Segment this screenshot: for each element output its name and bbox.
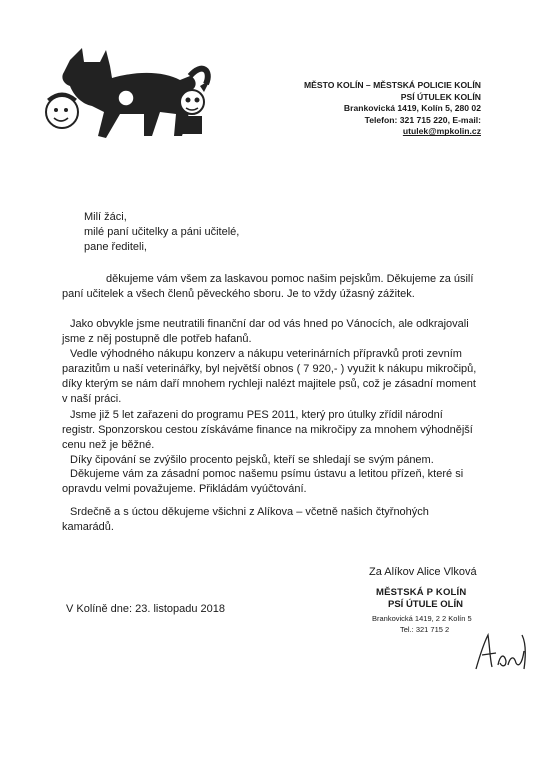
text-line: paní učitelek a všech členů pěveckého sboru. Je to vždy úžasný zážitek.: [62, 288, 415, 300]
text-line: parazitům u naší veterinářky, byl největší obnos ( 7 920,- ) využit k nákupu mikročipů,: [62, 363, 477, 375]
salutation-line: Milí žáci,: [84, 211, 127, 223]
letterhead: [304, 80, 481, 138]
text-line: kamarádů.: [62, 521, 114, 533]
org-email-link[interactable]: utulek@mpkolin.cz: [402, 126, 481, 137]
handwritten-signature: [470, 625, 530, 675]
paragraph-thanks: [62, 272, 482, 302]
text-line: Díky čipování se zvýšilo procento pejsků, kteří se shledají se svým pánem.: [70, 454, 434, 466]
text-line: jsme z něj postupně dle potřeb hafanů.: [62, 333, 252, 345]
dog-cat-logo: [40, 40, 215, 145]
salutation: [84, 210, 239, 255]
stamp-line: PSÍ ÚTULE OLÍN: [388, 599, 463, 610]
text-line: Děkujeme vám za zásadní pomoc našemu psímu ústavu a letitou přízeň, které si: [70, 468, 464, 480]
text-line: děkujeme vám všem za laskavou pomoc našim pejskům. Děkujeme za úsilí: [106, 273, 474, 285]
org-name: MĚSTO KOLÍN – MĚSTSKÁ POLICIE KOLÍN: [304, 80, 481, 90]
text-line: Vedle výhodného nákupu konzerv a nákupu veterinárních přípravků proti zevním: [70, 348, 462, 360]
paragraph-gratitude: [62, 467, 482, 497]
stamp-line: Tel.: 321 715 2: [400, 625, 450, 634]
salutation-line: pane řediteli,: [84, 241, 147, 253]
text-line: Srdečně a s úctou děkujeme všichni z Alíkova – včetně našich čtyřnohých: [70, 506, 429, 518]
text-line: cenu než je běžné.: [62, 439, 155, 451]
paragraph-regards: [62, 505, 482, 535]
paragraph-program: [62, 408, 482, 468]
text-line: díky kterým se nám daří mnohem rychleji nalézt majitele psů, což je zásadní moment: [62, 378, 476, 390]
stamp-line: Brankovická 1419, 2 2 Kolín 5: [372, 614, 472, 623]
closing-signoff: Za Alíkov Alice Vlková: [369, 566, 477, 578]
paragraph-donation: [62, 317, 482, 407]
salutation-line: milé paní učitelky a páni učitelé,: [84, 226, 240, 238]
stamp-line: MĚSTSKÁ P KOLÍN: [376, 587, 467, 598]
org-address: Brankovická 1419, Kolín 5, 280 02: [343, 103, 481, 114]
letter-date: V Kolíně dne: 23. listopadu 2018: [66, 603, 226, 615]
shelter-name: PSÍ ÚTULEK KOLÍN: [400, 91, 481, 102]
text-line: opravdu velmi považujeme. Přikládám vyúčtování.: [62, 483, 307, 495]
text-line: Jako obvykle jsme neutratili finanční dar od vás hned po Vánocích, ale odkrajovali: [70, 318, 469, 330]
text-line: registr. Sponzorskou cestou získáváme finance na mikročipy za mnohem výhodnější: [62, 424, 473, 436]
text-line: v naší práci.: [62, 393, 122, 405]
text-line: Jsme již 5 let zařazeni do programu PES 2011, který pro útulky zřídil národní: [70, 409, 443, 421]
org-phone: Telefon: 321 715 220, E-mail:: [364, 114, 481, 125]
